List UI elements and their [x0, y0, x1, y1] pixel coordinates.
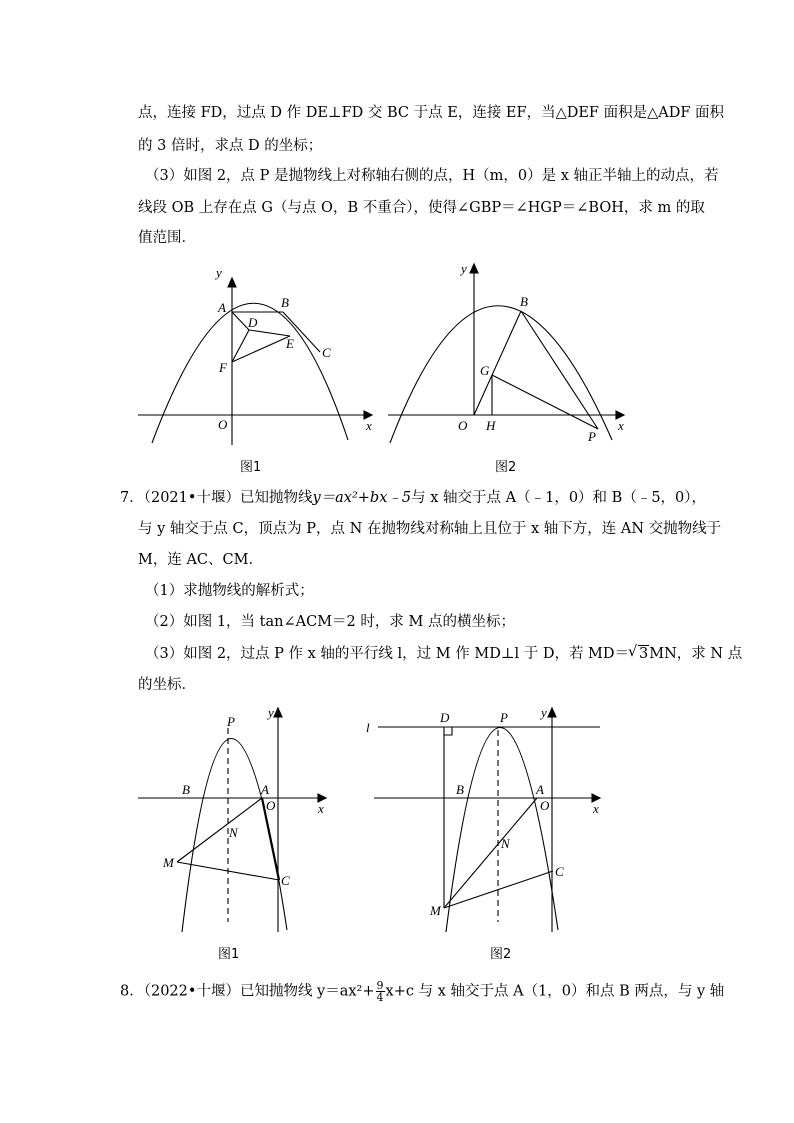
f2-label-y: y [461, 261, 467, 276]
f1-label-A: A [218, 300, 226, 315]
q7-part-3-end: 的坐标． [138, 677, 196, 693]
b2-label-y: y [541, 705, 547, 720]
b2-y-arrow [548, 708, 556, 717]
f2-label-x: x [618, 418, 624, 433]
f2-label-B: B [520, 294, 528, 309]
f1-label-y: y [216, 265, 222, 280]
text-line-1: 点，连接 FD，过点 D 作 DE⊥FD 交 BC 于点 E，连接 EF，当△DEF 面积是△ADF 面积 [138, 105, 725, 121]
f2-label-H: H [486, 418, 496, 433]
b2-seg-AM [444, 798, 537, 908]
fig-a2-caption: 图2 [495, 460, 517, 475]
f1-label-C: C [322, 345, 331, 360]
q7-sqrt: √ 3 [629, 644, 649, 664]
f2-label-O: O [458, 418, 468, 433]
f1-label-F: F [219, 360, 227, 375]
b2-label-N: N [501, 836, 510, 851]
q7-source: （2021•十堰） [143, 490, 240, 506]
q7-part-2: （2）如图 1，当 tan∠ACM＝2 时，求 M 点的横坐标； [145, 614, 515, 630]
b1-label-N: N [229, 825, 238, 840]
q8-text-a: （2022•十堰）已知抛物线 y＝ax²+ [143, 983, 375, 1000]
f1-label-O: O [218, 417, 228, 432]
text-line-4: 线段 OB 上存在点 G（与点 O，B 不重合），使得∠GBP＝∠HGP＝∠BOH，求 m 的取 [138, 200, 705, 216]
b2-label-l: l [366, 720, 370, 735]
f2-label-G: G [480, 363, 490, 378]
b2-label-D: D [440, 710, 450, 725]
b2-label-P: P [500, 710, 508, 725]
b1-label-O: O [266, 798, 276, 813]
fig-b2-caption: 图2 [490, 947, 512, 962]
text-line-3: （3）如图 2，点 P 是抛物线上对称轴右侧的点，H（m，0）是 x 轴正半轴上的动点，若 [145, 168, 719, 184]
b1-label-P: P [227, 714, 235, 729]
b1-label-y: y [268, 705, 274, 720]
b2-right-angle [444, 727, 452, 735]
q7-line-3: M，连 AC、CM． [138, 552, 263, 568]
q8-number: 8． [120, 983, 144, 1000]
f1-label-D: D [248, 315, 258, 330]
q8-text-b: x+c 与 x 轴交于点 A（1，0）和点 B 两点，与 y 轴 [385, 983, 725, 1000]
b2-label-M: M [430, 903, 441, 918]
f1-label-E: E [286, 336, 294, 351]
b1-label-B: B [182, 782, 190, 797]
q8-line-1 [120, 980, 724, 1003]
text-line-5: 值范围． [138, 230, 196, 246]
fig-a1-caption: 图1 [240, 460, 262, 475]
b2-label-C: C [555, 864, 564, 879]
q7-text-1a: 已知抛物线 [239, 490, 313, 506]
b2-label-x: x [593, 801, 599, 816]
b2-label-B: B [456, 782, 464, 797]
q8-fraction: $\frac{9}{4}$ [376, 979, 384, 1004]
q7-part-3-b: MN，求 N 点 [649, 646, 743, 662]
q7-number: 7． [120, 490, 144, 506]
b1-label-x: x [318, 801, 324, 816]
text-line-2: 的 3 倍时，求点 D 的坐标； [138, 138, 323, 154]
q7-line-2: 与 y 轴交于点 C，顶点为 P，点 N 在抛物线对称轴上且位于 x 轴下方，连 AN 交抛物线于 [138, 521, 722, 537]
f1-label-x: x [366, 418, 372, 433]
q7-equation: y＝ax²+bx﹣5 [312, 490, 412, 506]
f2-label-P: P [588, 429, 596, 444]
b1-label-C: C [281, 873, 290, 888]
q7-text-1b: 与 x 轴交于点 A（﹣1，0）和 B（﹣5，0）， [411, 490, 707, 506]
b2-label-O: O [540, 798, 550, 813]
q7-part-1: （1）求抛物线的解析式； [145, 583, 314, 599]
q7-part-3-a: （3）如图 2，过点 P 作 x 轴的平行线 l，过 M 作 MD⊥l 于 D，若 MD＝ [145, 646, 630, 662]
b2-label-A: A [536, 782, 544, 797]
fig-b1-caption: 图1 [218, 947, 240, 962]
f1-label-B: B [281, 295, 289, 310]
b1-label-A: A [261, 782, 269, 797]
b1-label-M: M [163, 855, 174, 870]
